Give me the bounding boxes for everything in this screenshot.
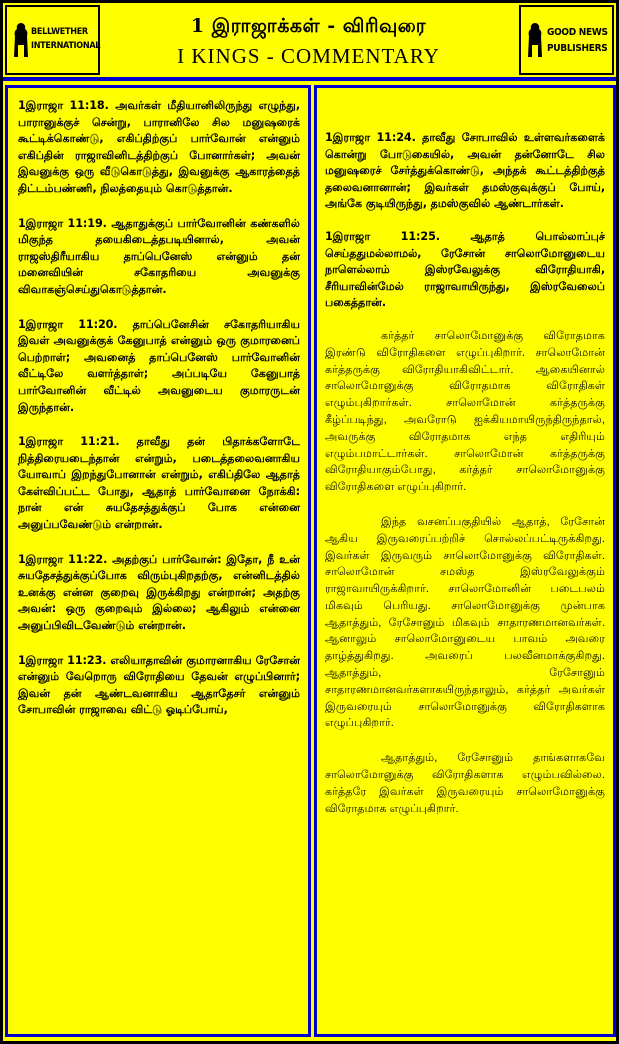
title-area bbox=[103, 5, 514, 75]
sheep-silhouette-icon bbox=[526, 21, 544, 61]
logo-line-1: GOOD NEWS bbox=[547, 27, 608, 38]
verse-11-23: 1இராஜா 11:23. எலியாதாவின் குமாரனாகிய ரேசோன் என்னும் வேறொரு விரோதியை தேவன் எழுப்பினார்; இவன் தன் ஆண்டவனாகிய ஆதாதேசர் என்னும் சோபாவின் ராஜாவை விட்டு ஓடிப்போய், bbox=[18, 653, 300, 717]
verse-11-19: 1இராஜா 11:19. ஆதாதுக்குப் பார்வோனின் கண்களில் மிகுந்த தயைகிடைத்தபடியினால், அவன் ராஜஸ்திரீயாகிய தாப்பெனேஸ் என்னும் தன் மனைவியின் சகோதரியை அவனுக்கு விவாகஞ்செய்துகொடுத்தான். bbox=[18, 216, 300, 296]
commentary-paragraph: ஆதாத்தும், ரேசோனும் தாங்களாகவே சாலொமோனுக்கு விரோதிகளாக எழும்பவில்லை. கர்த்தரே இவர்கள் இருவரையும் சாலொமோனுக்கு விரோதமாக எழுப்புகிறார். bbox=[325, 752, 605, 815]
verse-11-22: 1இராஜா 11:22. அதற்குப் பார்வோன்: இதோ, நீ உன் சுயதேசத்துக்குப்போக விரும்புகிறதற்கு, என்னிடத்தில் உனக்கு என்ன குறைவு இருக்கிறது என்றான்; அதற்கு அவன்: ஒரு குறைவும் இல்லை; ஆகிலும் என்னை அனுப்பிவிடவேண்டும் என்றான். bbox=[18, 552, 300, 633]
page-header bbox=[3, 3, 616, 81]
logo-line-2: INTERNATIONAL bbox=[31, 41, 101, 51]
commentary-paragraph: இந்த வசனப்பகுதியில் ஆதாத், ரேசோன் ஆகிய இருவரைப்பற்றிச் சொல்லப்பட்டிருக்கிறது. இவர்கள் இருவரும் சாலொமோனுக்கு விரோதிகள். சாலொமோன் சமஸ்த இஸ்ரவேலுக்கும் ராஜாவாயிருக்கிறார். சாலொமோனின் படைபலம் மிகவும் பெரியது. சாலொமோனுக்கு முன்பாக ஆதாத்தும், ரேசோனும் மிகவும் சாதாரணமானவர்கள். ஆனாலும் சாலொமோனுடைய பாவம் அவரை தாழ்த்துகிறது. அவரைப் பலவீனமாக்குகிறது. ஆதாத்தும், ரேசோனும் சாதாரணமானவர்களாகயிருந்தாலும், கர்த்தர் அவர்கள் இருவரையும் சாலொமோனுக்கு விரோதிகளாக எழுப்புகிறார். bbox=[325, 515, 605, 730]
bellwether-logo bbox=[5, 5, 100, 75]
right-column bbox=[314, 85, 616, 1037]
left-column bbox=[5, 85, 311, 1037]
good-news-logo bbox=[519, 5, 614, 75]
logo-line-2: PUBLISHERS bbox=[547, 43, 608, 54]
verse-11-25: 1இராஜா 11:25. ஆதாத் பொல்லாப்புச் செய்ததுமல்லாமல், ரேசோன் சாலொமோனுடைய நாளெல்லாம் இஸ்ரவேலுக்கு விரோதியாகி, சீரியாவின்மேல் ராஜாவாயிருந்து, இஸ்ரவேலைப் பகைத்தான். bbox=[325, 229, 605, 310]
page-title-tamil: 1 இராஜாக்கள் - விரிவுரை bbox=[190, 15, 427, 37]
sheep-silhouette-icon bbox=[12, 21, 30, 61]
verse-11-21: 1இராஜா 11:21. தாவீது தன் பிதாக்களோடே நித்திரையடைந்தான் என்றும், படைத்தலைவனாகிய யோவாப் இறந்துபோனான் என்றும், எகிப்திலே ஆதாத் கேள்விப்பட்ட போது, ஆதாத் பார்வோனை நோக்கி: நான் என் சுயதேசத்துக்குப் போக என்னை அனுப்பவேண்டும் என்றான். bbox=[18, 435, 300, 532]
logo-line-1: BELLWETHER bbox=[31, 27, 88, 37]
verse-11-18: 1இராஜா 11:18. அவர்கள் மீதியானிலிருந்து எழுந்து, பாரானுக்குச் சென்று, பாரானிலே சில மனுஷரைக் கூட்டிக்கொண்டு, எகிப்திற்குப் பார்வோன் என்னும் எகிப்தின் ராஜாவினிடத்திற்குப் போனார்கள்; அவன் இவனுக்கு ஒரு வீடுகொடுத்து, இவனுக்கு ஆகாரத்தைத் திட்டம்பண்ணி, நிலத்தையும் கொடுத்தான். bbox=[18, 99, 300, 195]
commentary-paragraph: கர்த்தர் சாலொமோனுக்கு விரோதமாக இரண்டு விரோதிகளை எழுப்புகிறார். சாலொமோன் கர்த்தருக்கு விரோதியாகிவிட்டார். ஆகையினால் சாலொமோனுக்கு விரோதமாக விரோதிகள் எழும்புகிறார்கள். சாலொமோன் கர்த்தருக்கு கீழ்ப்படிந்து, அவரோடு ஐக்கியமாயிருந்திருந்தால், அவருக்கு விரோதமாக எந்த எதிரியும் எழும்பமாட்டார்கள். சாலொமோன் கர்த்தருக்கு விரோதியாகும்போது, கர்த்தர் சாலொமோனுக்கு விரோதிகளை எழுப்புகிறார். bbox=[325, 329, 605, 494]
verse-11-24: 1இராஜா 11:24. தாவீது சோபாவில் உள்ளவர்களைக் கொன்று போடுகையில், அவன் தன்னோடே சில மனுஷரைச் சேர்த்துக்கொண்டு, அந்தக் கூட்டத்திற்குத் தலைவனானான்; இவர்கள் தமஸ்குவுக்குப் போய், அங்கே குடியிருந்து, தமஸ்குவில் ஆண்டார்கள். bbox=[325, 131, 605, 211]
page-title-english: I KINGS - COMMENTARY bbox=[177, 44, 440, 68]
verse-11-20: 1இராஜா 11:20. தாப்பெனேசின் சகோதரியாகிய இவள் அவனுக்குக் கேனுபாத் என்னும் ஒரு குமாரனைப் பெற்றாள்; அவனைத் தாப்பெனேஸ் பார்வோனின் வீட்டிலே வளர்த்தாள்; அப்படியே கேனுபாத் பார்வோனின் வீட்டில் அவனுடைய குமாரருடன் இருந்தான். bbox=[18, 317, 300, 414]
